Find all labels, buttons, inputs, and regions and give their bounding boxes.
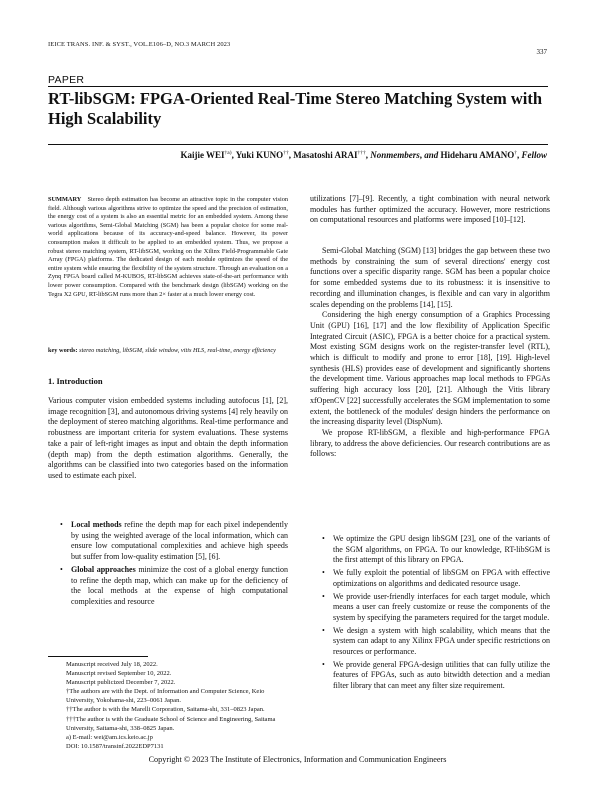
footnote: Manuscript revised September 10, 2022. <box>66 670 172 678</box>
summary-block <box>48 196 288 299</box>
list-item: • We design a system with high scalability, which means that the system can adapt to any Xilinx FPGA under specific restrictions on resources or performance. <box>320 626 550 658</box>
list-item: • We optimize the GPU design libSGM [23], one of the variants of the SGM algorithms, on FPGA. To our knowledge, RT-libSGM is the first attempt of this library on FPGA. <box>320 534 550 566</box>
summary-text: Stereo depth estimation has become an attractive topic in the computer vision field. Although various algorithms strive to optimize the speed and the precision of estimation, the energy cost of a system is also an essential metric for an embedded system. Among these various algorithms, Semi-Global Matching (SGM) has been a popular choice for some real-world applications because of its accuracy-and-speed balance. However, its power consumption makes it difficult to be applied to an embedded system. Thus, we propose a robust stereo matching system, RT-libSGM, working on the Xilinx Field-Programmable Gate Array (FPGA) platforms. The dedicated design of each module optimizes the speed of the entire system while ensuring the flexibility of the system structure. Through an evaluation on a Zynq FPGA board called M-KUBOS, RT-libSGM achieves state-of-the-art performance with lower power consumption. Compared with the benchmark design (libSGM) working on the Tegra X2 GPU, RT-libSGM runs more than 2× faster at a much lower energy cost. <box>48 196 288 298</box>
conjunction: and <box>424 150 439 160</box>
page-number: 337 <box>536 48 547 56</box>
author-name: Masatoshi ARAI <box>293 150 358 160</box>
item-text: minimize the cost of a global energy function to refine the depth map, which can make up for the deficiency of the local methods at the expense of high computational complexities and resource <box>71 564 288 606</box>
footnote: ††The author is with the Marelli Corporation, Saitama-shi, 331–0823 Japan. <box>66 706 265 714</box>
footnote: †The authors are with the Dept. of Information and Computer Science, Keio University, Yokohama-shi, 223–0061 Japan. <box>66 688 265 705</box>
author-affil-mark: †a) <box>224 150 232 156</box>
paragraph: Considering the high energy consumption of a Graphics Processing Unit (GPU) [16], [17] and the low flexibility of Application Specific Integrated Circuit (ASIC), FPGA is a better choice for a practical system. Most existing SGM designs work on the register-transfer level (RTL), which is difficult to modify and prone to error [18], [19]. High-level synthesis (HLS) provides ease of development and significantly shortens the development time. Various approaches map local methods to FPGAs suffering high accuracy loss [20], [21]. Although the Vitis library xfOpenCV [22] successfully accelerates the SGM implementation to some extent, the bottleneck of the modules' design hinders the performance on the increasing disparity level (DispNum). <box>310 310 550 427</box>
right-col-paragraphs <box>310 246 550 460</box>
author-affil-mark: ††† <box>357 150 366 156</box>
footnotes <box>48 660 288 751</box>
item-head: Local methods <box>71 520 122 529</box>
list-item <box>58 565 288 608</box>
author-list: Kaijie WEI$^{\dagger a)}$, Yuki KUNO††, Masatoshi ARAI†††, Nonmembers, and Hideharu AMANO†, Fellow <box>180 150 547 160</box>
header-rule <box>48 86 548 87</box>
footnote: †††The author is with the Graduate School of Science and Engineering, Saitama University, Saitama-shi, 338–0825 Japan. <box>66 715 276 732</box>
keywords-label: key words: <box>48 347 78 354</box>
keywords-block <box>48 347 288 356</box>
author-name: Hideharu AMANO <box>440 150 515 160</box>
list-item: • We provide general FPGA-design utilities that can fully utilize the features of FPGAs, such as auto bitwidth detection and a median filter library that can meet any filter size requirement. <box>320 660 550 692</box>
member-status: Nonmembers <box>370 150 420 160</box>
intro-paragraph: Various computer vision embedded systems including autofocus [1], [2], image recognition [3], and autonomous driving systems [4] rely heavily on the deployment of stereo matching algorithms. Real-time performance and robustness are important criteria for system evaluations. These systems take a pair of left-right images as input and obtain the depth information (depth map) from the depth estimation algorithms. Generally, the algorithms can be classified into two categories based on the information used to estimate each pixel. <box>48 396 288 480</box>
item-head: Global approaches <box>71 564 136 574</box>
summary-label: SUMMARY <box>48 196 82 203</box>
author-name: Kaijie WEI <box>180 150 225 160</box>
contribution-list <box>320 534 550 694</box>
paragraph: We propose RT-libSGM, a flexible and high-performance FPGA library, to address the above deficiencies. Our research contributions are as follows: <box>310 427 550 459</box>
author-affil-mark: †† <box>283 150 289 156</box>
keywords-text: stereo matching, libSGM, slide window, vitis HLS, real-time, energy efficiency <box>79 347 276 354</box>
footnote: Manuscript publicized December 7, 2022. <box>66 679 176 687</box>
right-col-continuation: utilizations [7]–[9]. Recently, a tight combination with neural network modules has further optimized the accuracy. However, more restrictions on computational resources and platforms were imposed [10]–[12]. <box>310 194 550 225</box>
footnote: Manuscript received July 18, 2022. <box>66 661 158 668</box>
list-item: • We provide user-friendly interfaces for each target module, which means a user can freely customize or reuse the components of the system by specifying the parameters required for the target module. <box>320 592 550 624</box>
title-rule <box>48 144 548 145</box>
paper-type-label: PAPER <box>48 74 85 86</box>
footnote-rule <box>48 656 148 657</box>
journal-header: IEICE TRANS. INF. & SYST., VOL.E106–D, NO.3 MARCH 2023 <box>48 41 231 48</box>
copyright-line: Copyright © 2023 The Institute of Electronics, Information and Communication Engineers <box>148 755 447 764</box>
paper-title: RT-libSGM: FPGA-Oriented Real-Time Stereo Matching System with High Scalability <box>48 89 543 128</box>
item-text: refine the depth map for each pixel independently by using the weighted average of the local information, which can ensure low computational complexities and achieve high speeds but suffer from low-quality estimation [5], [6]. <box>71 520 288 562</box>
footnote-doi[interactable]: DOI: 10.1587/transinf.2022EDP7131 <box>66 742 164 750</box>
author-affil-mark: † <box>514 150 517 156</box>
footnote-email[interactable]: a) E-mail: wei@am.ics.keio.ac.jp <box>66 733 153 741</box>
section-heading: 1. Introduction <box>48 376 103 386</box>
list-item <box>58 520 288 563</box>
author-name: Yuki KUNO <box>235 150 284 160</box>
paragraph: Semi-Global Matching (SGM) [13] bridges the gap between these two methods by constraining the sum of several directions' energy cost functions over a specific disparity range. SGM has been a popular choice for some embedded systems due to its robustness: it is insensitive to recording and illumination changes, is flexible and can vary in algorithm scales depending on the problems [14], [15]. <box>310 246 550 309</box>
member-status: Fellow <box>521 150 547 160</box>
list-item: • We fully exploit the potential of libSGM on FPGA with effective optimizations on algorithms and dedicated resource usage. <box>320 568 550 589</box>
method-list <box>58 520 288 610</box>
